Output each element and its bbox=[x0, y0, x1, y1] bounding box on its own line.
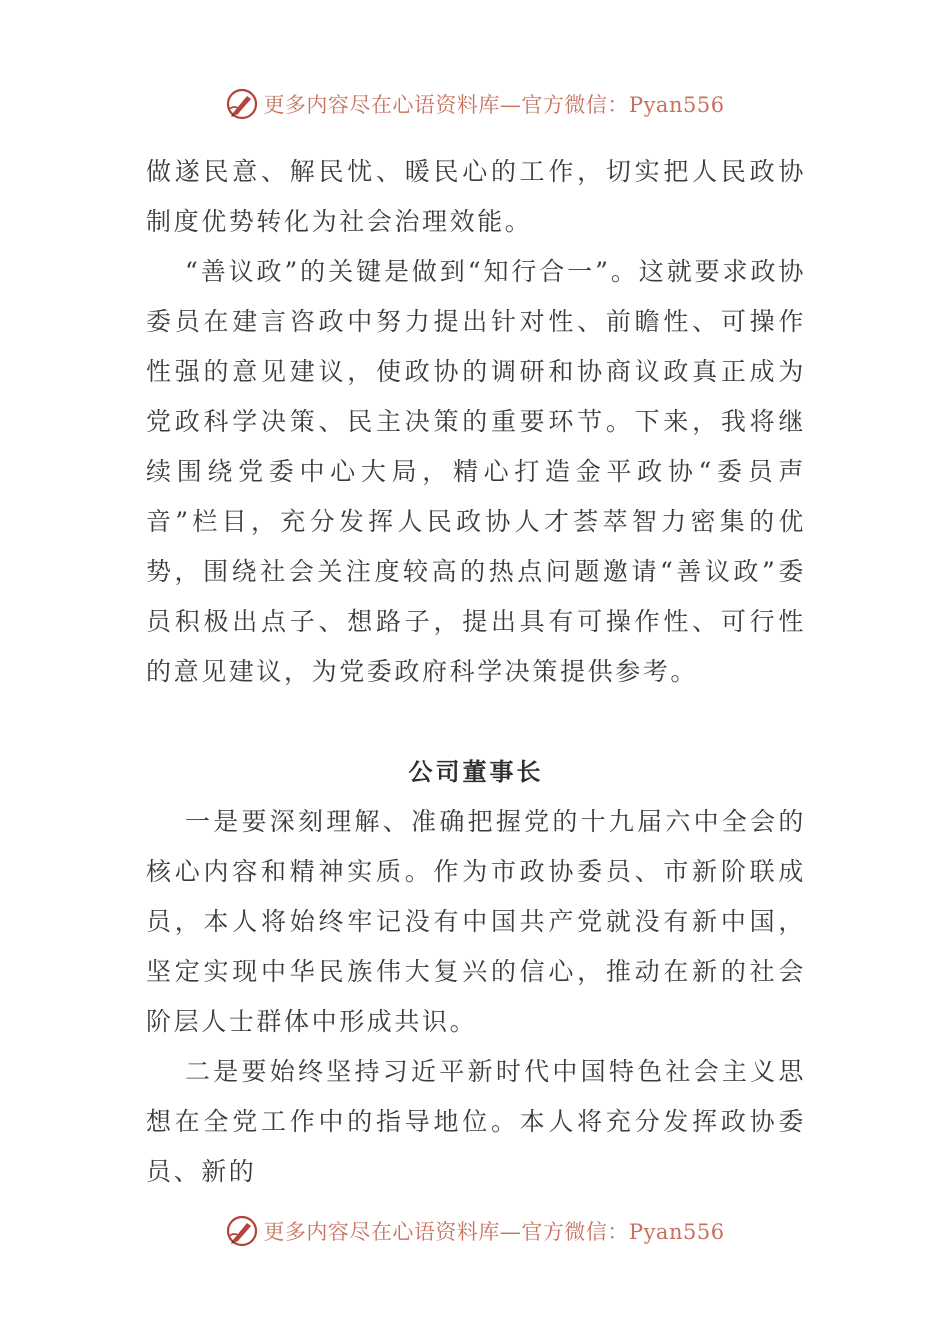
pen-logo-icon bbox=[225, 87, 259, 121]
watermark-text: 更多内容尽在心语资料库—官方微信：Pyan556 bbox=[263, 93, 725, 117]
header-watermark bbox=[0, 84, 950, 124]
pen-logo-icon bbox=[225, 1214, 259, 1248]
document-body bbox=[146, 147, 806, 1197]
paragraph-shanyizheng: “善议政”的关键是做到“知行合一”。这就要求政协委员在建言咨政中努力提出针对性、前瞻性、可操作性强的意见建议，使政协的调研和协商议政真正成为党政科学决策、民主决策的重要环节。下来，我将继续围绕党委中心大局，精心打造金平政协“委员声音”栏目，充分发挥人民政协人才荟萃智力密集的优势，围绕社会关注度较高的热点问题邀请“善议政”委员积极出点子、想路子，提出具有可操作性、可行性的意见建议，为党委政府科学决策提供参考。 bbox=[146, 257, 806, 686]
paragraph-continuation: 做遂民意、解民忧、暖民心的工作，切实把人民政协制度优势转化为社会治理效能。 bbox=[146, 157, 806, 236]
section-heading: 公司董事长 bbox=[408, 757, 544, 786]
footer-watermark bbox=[0, 1211, 950, 1251]
watermark-text: 更多内容尽在心语资料库—官方微信：Pyan556 bbox=[263, 1220, 725, 1244]
section-spacer bbox=[146, 697, 806, 747]
paragraph-point-one: 一是要深刻理解、准确把握党的十九届六中全会的核心内容和精神实质。作为市政协委员、市新阶联成员，本人将始终牢记没有中国共产党就没有新中国，坚定实现中华民族伟大复兴的信心，推动在新的社会阶层人士群体中形成共识。 bbox=[146, 807, 806, 1036]
paragraph-point-two: 二是要始终坚持习近平新时代中国特色社会主义思想在全党工作中的指导地位。本人将充分发挥政协委员、新的 bbox=[146, 1057, 806, 1186]
